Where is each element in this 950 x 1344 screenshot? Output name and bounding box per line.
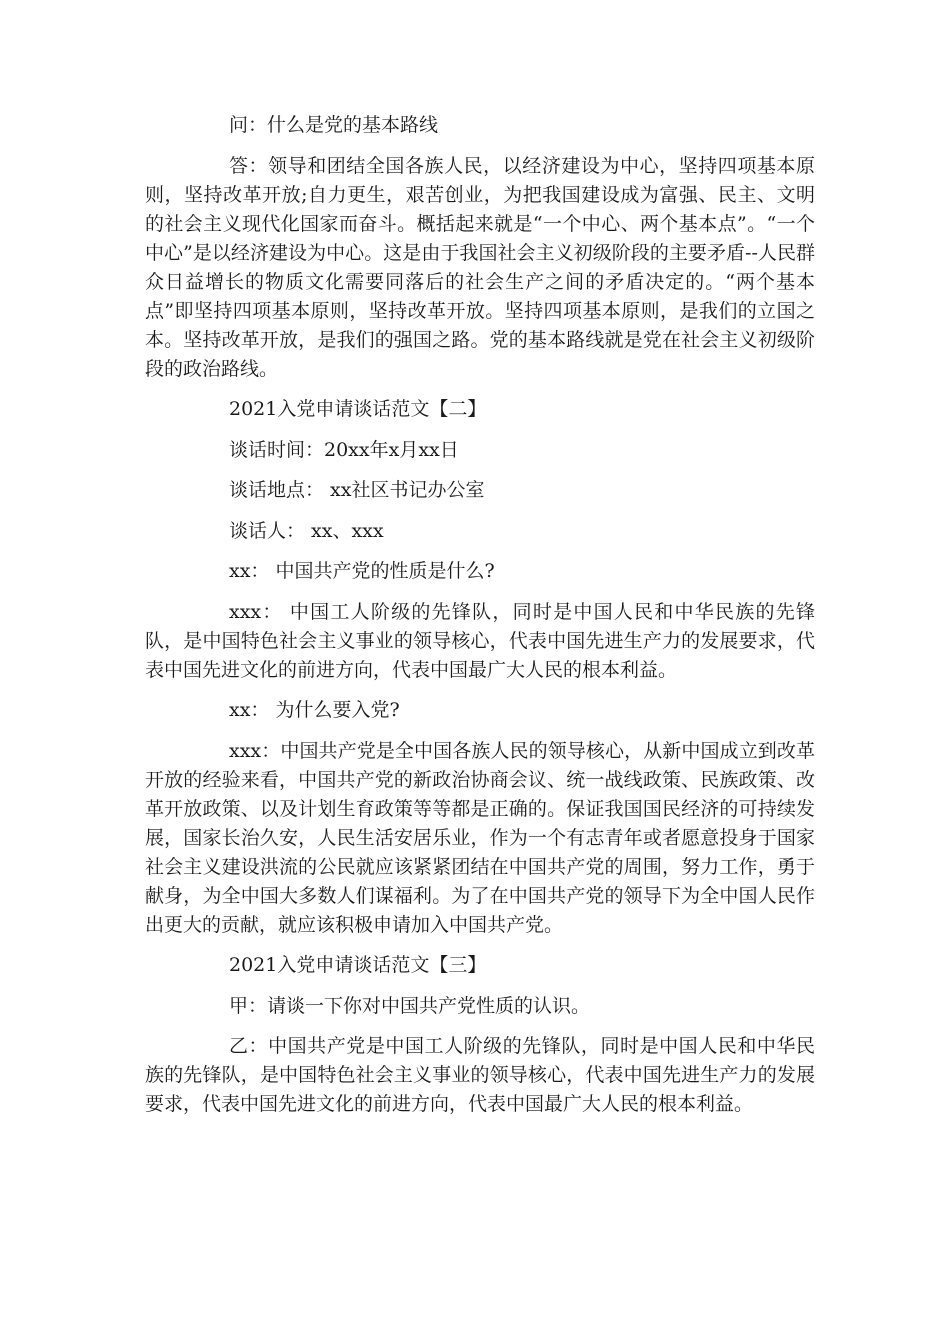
- question-why-join: xx： 为什么要入党?: [229, 699, 400, 721]
- question-party-nature: xx： 中国共产党的性质是什么?: [229, 560, 495, 582]
- question-jia: 甲：请谈一下你对中国共产党性质的认识。: [229, 994, 591, 1017]
- answer-why-join: xxx：中国共产党是全中国各族人民的领导核心，从新中国成立到改革开放的经验来看，中国共产党的新政治协商会议、统一战线政策、民族政策、改革开放政策、以及计划生育政策等等都是正确的。保证我国国民经济的可持续发展，国家长治久安，人民生活安居乐业，作为一个有志青年或者愿意投身于国家社会主义建设洪流的公民就应该紧紧团结在中国共产党的周围，努力工作，勇于献身，为全中国大多数人们谋福利。为了在中国共产党的领导下为全中国人民作出更大的贡献，就应该积极申请加入中国共产党。: [145, 739, 815, 936]
- talk-participants: 谈话人： xx、xxx: [229, 519, 384, 542]
- answer-party-nature: xxx： 中国工人阶级的先锋队，同时是中国人民和中华民族的先锋队，是中国特色社会主义事业的领导核心，代表中国先进生产力的发展要求，代表中国先进文化的前进方向，代表中国最广大人民的根本利益。: [145, 600, 815, 681]
- document-body: [145, 111, 815, 1131]
- answer-paragraph: 答：领导和团结全国各族人民，以经济建设为中心，坚持四项基本原则，坚持改革开放;自力更生，艰苦创业，为把我国建设成为富强、民主、文明的社会主义现代化国家而奋斗。概括起来就是“一个中心、两个基本点”。“一个中心”是以经济建设为中心。这是由于我国社会主义初级阶段的主要矛盾--人民群众日益增长的物质文化需要同落后的社会生产之间的矛盾决定的。“两个基本点”即坚持四项基本原则，坚持改革开放。坚持四项基本原则，是我们的立国之本。坚持改革开放，是我们的强国之路。党的基本路线就是党在社会主义初级阶段的政治路线。: [145, 154, 815, 380]
- answer-yi: 乙：中国共产党是中国工人阶级的先锋队，同时是中国人民和中华民族的先锋队，是中国特色社会主义事业的领导核心，代表中国先进生产力的发展要求，代表中国先进文化的前进方向，代表中国最广大人民的根本利益。: [145, 1035, 815, 1115]
- question-heading: 问：什么是党的基本路线: [229, 114, 439, 136]
- talk-location: 谈话地点： xx社区书记办公室: [229, 479, 485, 501]
- section-title-three: 2021入党申请谈话范文【三】: [229, 954, 487, 976]
- talk-time: 谈话时间：20xx年x月xx日: [229, 438, 459, 461]
- section-title-two: 2021入党申请谈话范文【二】: [229, 398, 487, 420]
